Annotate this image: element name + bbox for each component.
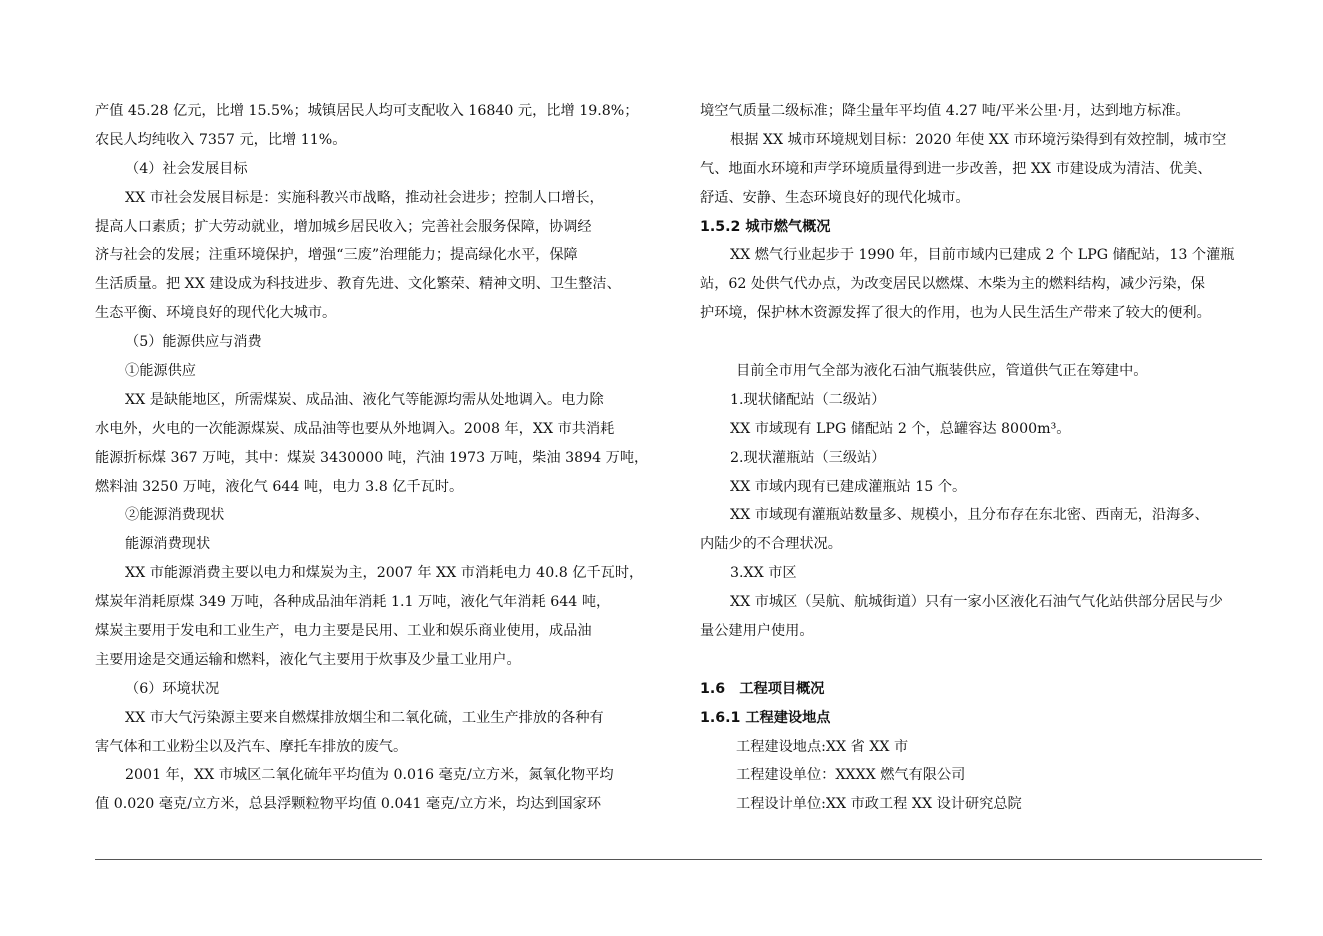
blank-line <box>700 646 1260 675</box>
paragraph-line: 主要用途是交通运输和燃料，液化气主要用于炊事及少量工业用户。 <box>95 651 521 668</box>
paragraph-line: XX 市社会发展目标是：实施科教兴市战略，推动社会进步；控制人口增长， <box>125 189 604 206</box>
paragraph-line: 提高人口素质；扩大劳动就业，增加城乡居民收入；完善社会服务保障，协调经 <box>95 218 592 235</box>
paragraph-line: 煤炭年消耗原煤 349 万吨，各种成品油年消耗 1.1 万吨，液化气年消耗 644 吨， <box>95 594 611 611</box>
paragraph-line: 水电外，火电的一次能源煤炭、成品油等也要从外地调入。2008 年，XX 市共消耗 <box>95 420 615 437</box>
paragraph-line: XX 市城区（吴航、航城街道）只有一家小区液化石油气气化站供部分居民与少 <box>730 594 1223 611</box>
paragraph-line: XX 市能源消费主要以电力和煤炭为主，2007 年 XX 市消耗电力 40.8 亿千瓦时， <box>125 565 644 582</box>
left-column <box>95 97 663 819</box>
paragraph-line: XX 市大气污染源主要来自燃煤排放烟尘和二氧化硫，工业生产排放的各种有 <box>125 709 604 726</box>
blank-line <box>700 328 1260 357</box>
paragraph-line: 害气体和工业粉尘以及汽车、摩托车排放的废气。 <box>95 738 408 755</box>
section-heading-city-gas: 1.5.2 城市燃气概况 <box>700 218 831 235</box>
section-heading-social-goals: （4）社会发展目标 <box>125 160 248 177</box>
footer-divider <box>95 859 1262 860</box>
paragraph-line: 农民人均纯收入 7357 元，比增 11%。 <box>95 131 347 148</box>
paragraph-line: 舒适、安静、生态环境良好的现代化城市。 <box>700 189 970 206</box>
paragraph-line: 量公建用户使用。 <box>700 623 814 640</box>
section-heading-construction-site: 1.6.1 工程建设地点 <box>700 709 831 726</box>
subheading-bottling-station: 2.现状灌瓶站（三级站） <box>730 449 886 466</box>
subheading-storage-station: 1.现状储配站（二级站） <box>730 391 886 408</box>
paragraph-line: 能源折标煤 367 万吨，其中：煤炭 3430000 吨，汽油 1973 万吨，柴油 3894 万吨， <box>95 449 649 466</box>
construction-unit-line: 工程建设单位：XXXX 燃气有限公司 <box>736 767 966 784</box>
paragraph-line: 济与社会的发展；注重环境保护，增强“三废”治理能力；提高绿化水平，保障 <box>95 247 578 264</box>
paragraph-line: 燃料油 3250 万吨，液化气 644 吨，电力 3.8 亿千瓦时。 <box>95 478 464 495</box>
paragraph-line: 目前全市用气全部为液化石油气瓶装供应，管道供气正在筹建中。 <box>736 363 1148 380</box>
right-column <box>700 97 1260 819</box>
paragraph-line: 根据 XX 城市环境规划目标：2020 年使 XX 市环境污染得到有效控制，城市空 <box>730 131 1227 148</box>
paragraph-line: 站，62 处供气代办点，为改变居民以燃煤、木柴为主的燃料结构，减少污染，保 <box>700 276 1205 293</box>
paragraph-line: 护环境，保护林木资源发挥了很大的作用，也为人民生活生产带来了较大的便利。 <box>700 305 1211 322</box>
paragraph-line: 煤炭主要用于发电和工业生产，电力主要是民用、工业和娱乐商业使用，成品油 <box>95 623 592 640</box>
section-heading-project-overview: 1.6 工程项目概况 <box>700 680 825 697</box>
paragraph-line: 产值 45.28 亿元，比增 15.5%；城镇居民人均可支配收入 16840 元，比增 19.8%； <box>95 103 639 119</box>
construction-site-line: 工程建设地点:XX 省 XX 市 <box>736 738 909 755</box>
section-heading-environment: （6）环境状况 <box>125 680 220 697</box>
subheading-energy-consumption-status: 能源消费现状 <box>125 536 211 553</box>
paragraph-line: XX 燃气行业起步于 1990 年，目前市域内已建成 2 个 LPG 储配站，13 个灌瓶 <box>730 247 1235 264</box>
paragraph-line: 生活质量。把 XX 建设成为科技进步、教育先进、文化繁荣、精神文明、卫生整洁、 <box>95 276 621 293</box>
paragraph-line: XX 市域现有灌瓶站数量多、规模小，且分布存在东北密、西南无，沿海多、 <box>730 507 1209 524</box>
paragraph-line: 气、地面水环境和声学环境质量得到进一步改善，把 XX 市建设成为清洁、优美、 <box>700 160 1212 177</box>
subheading-energy-consumption: ②能源消费现状 <box>125 507 225 524</box>
paragraph-line: 2001 年，XX 市城区二氧化硫年平均值为 0.016 毫克/立方米，氮氧化物平均 <box>125 767 614 784</box>
paragraph-line: 境空气质量二级标准；降尘量年平均值 4.27 吨/平米公里·月，达到地方标准。 <box>700 103 1190 119</box>
subheading-energy-supply: ①能源供应 <box>125 363 196 380</box>
paragraph-line: 值 0.020 毫克/立方米，总县浮颗粒物平均值 0.041 毫克/立方米，均达到国家环 <box>95 796 602 813</box>
paragraph-line: 内陆少的不合理状况。 <box>700 536 842 553</box>
paragraph-line: XX 市域内现有已建成灌瓶站 15 个。 <box>730 478 967 495</box>
subheading-city-district: 3.XX 市区 <box>730 565 797 582</box>
paragraph-line: XX 是缺能地区，所需煤炭、成品油、液化气等能源均需从处地调入。电力除 <box>125 391 604 408</box>
paragraph-line: 生态平衡、环境良好的现代化大城市。 <box>95 305 337 322</box>
design-unit-line: 工程设计单位:XX 市政工程 XX 设计研究总院 <box>736 796 1022 813</box>
section-heading-energy: （5）能源供应与消费 <box>125 334 262 351</box>
paragraph-line: XX 市域现有 LPG 储配站 2 个，总罐容达 8000m³。 <box>730 420 1071 437</box>
